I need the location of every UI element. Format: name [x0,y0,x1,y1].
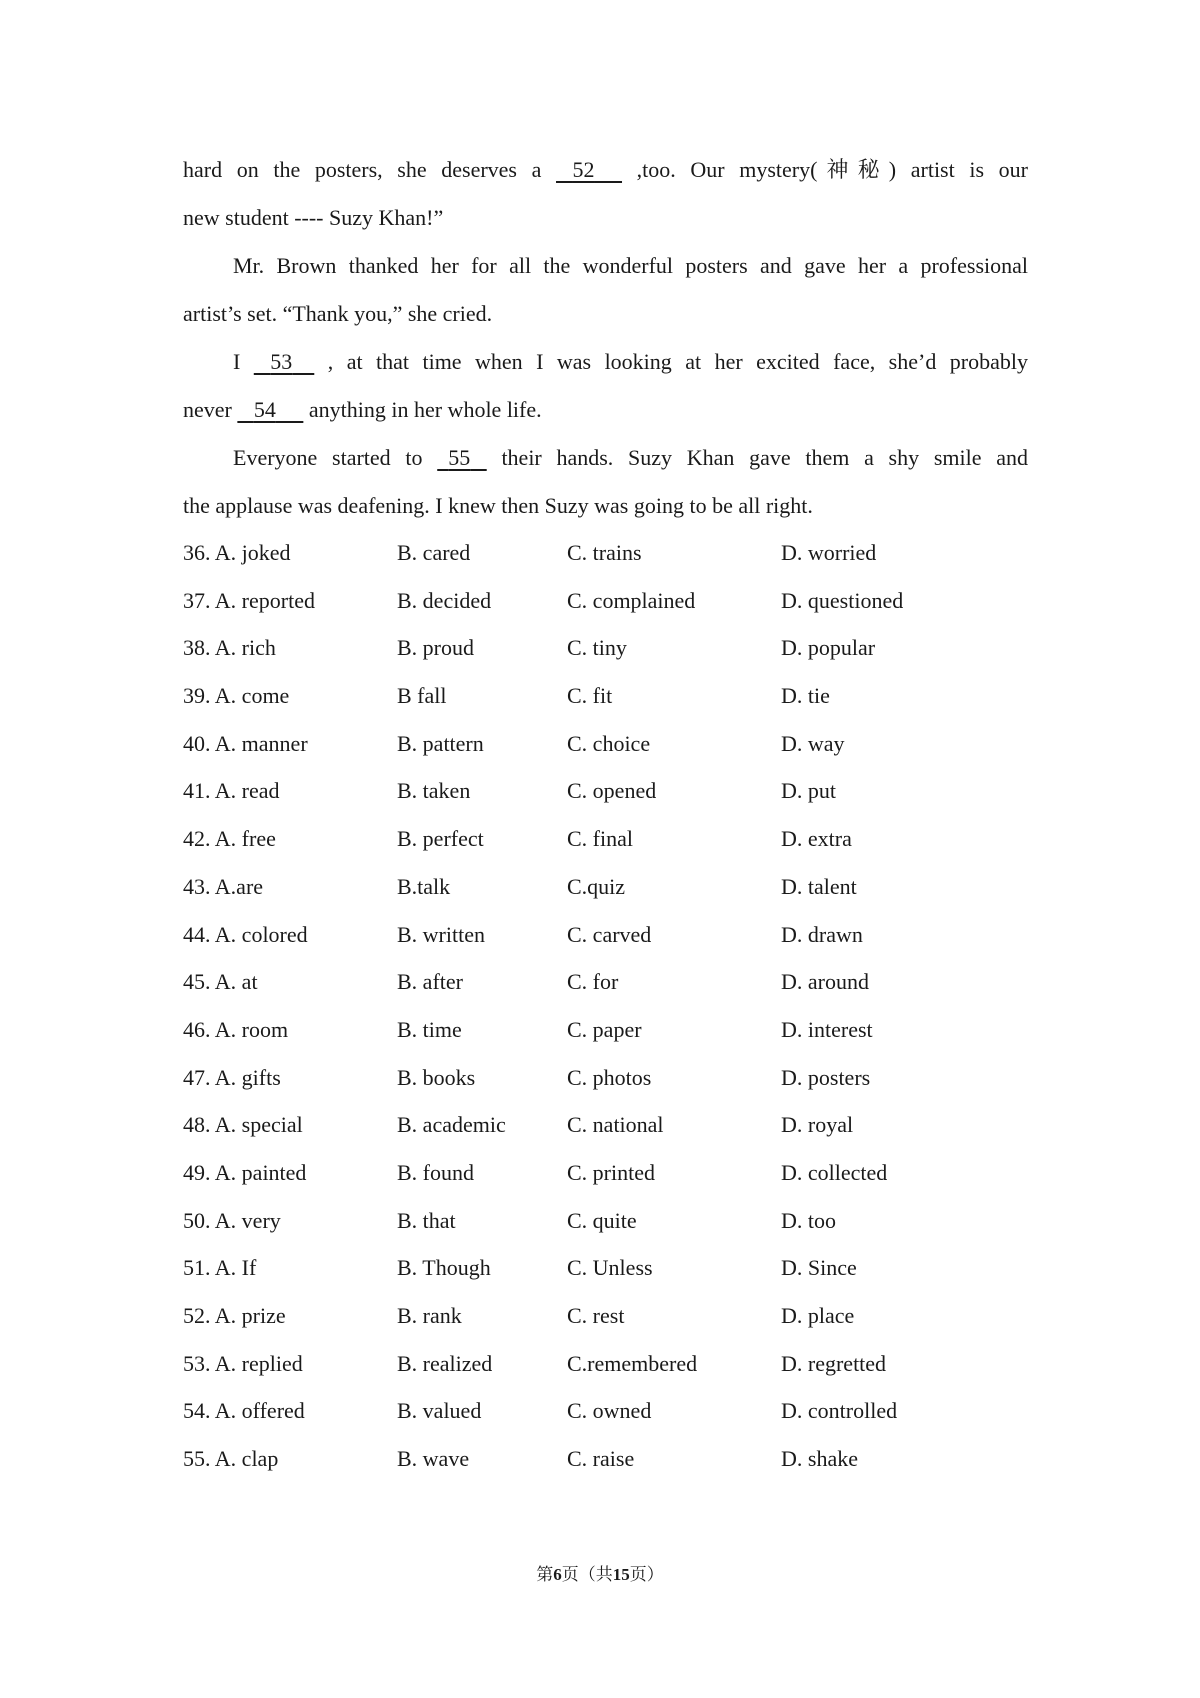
passage-line: the applause was deafening. I knew then Suzy was going to be all right. [183,493,813,518]
page-number: 6 [553,1565,562,1584]
option-b: B. that [397,1207,456,1233]
option-a: 45. A. at [183,969,258,995]
option-c: C. raise [567,1446,635,1472]
passage-text: ,too. Our mystery(神秘) artist is our [622,157,1028,182]
option-a: 52. A. prize [183,1303,286,1328]
option-c: C. final [567,826,633,852]
option-c: C. opened [567,778,657,804]
option-b: B. books [397,1064,476,1090]
option-a: 55. A. clap [183,1446,279,1472]
option-row [183,958,1028,1006]
option-c: C.quiz [567,873,626,899]
option-c: C. trains [567,540,642,565]
option-a: 39. A. come [183,683,290,709]
option-row [183,1435,1028,1483]
option-row [183,1244,1028,1292]
option-a: 38. A. rich [183,635,276,661]
option-row [183,1149,1028,1197]
blank-52: 52 [572,157,595,182]
option-a: 50. A. very [183,1207,281,1233]
option-b: B. perfect [397,826,484,852]
option-a: 36. A. joked [183,540,291,565]
option-a: 41. A. read [183,778,280,804]
option-b: B. cared [397,540,471,565]
option-b: B fall [397,683,447,709]
option-b: B. wave [397,1446,470,1472]
option-a: 44. A. colored [183,921,308,947]
option-a: 54. A. offered [183,1398,305,1424]
passage-line: new student ---- Suzy Khan!” [183,205,444,230]
option-row [183,863,1028,911]
blank-55: 55 [448,445,471,470]
option-d: D. shake [781,1446,858,1472]
option-b: B. valued [397,1398,482,1424]
passage-line [183,434,1028,482]
option-d: D. royal [781,1112,854,1138]
blank-54: 54 [253,397,276,422]
option-b: B. decided [397,587,492,613]
passage-text: anything in her whole life. [303,397,542,422]
option-c: C. complained [567,587,696,613]
option-d: D. extra [781,826,852,852]
option-row [183,767,1028,815]
option-b: B. found [397,1159,474,1185]
option-c: C. for [567,969,619,995]
passage-line: Mr. Brown thanked her for all the wonderful posters and gave her a professional [233,253,1028,278]
option-d: D. drawn [781,921,863,947]
option-row [183,1101,1028,1149]
option-d: D. place [781,1303,855,1328]
option-d: D. controlled [781,1398,898,1424]
passage-text: never [183,397,238,422]
option-d: D. talent [781,873,857,899]
option-d: D. around [781,969,869,995]
option-row [183,1292,1028,1340]
passage-text: hard on the posters, she deserves a [183,157,557,182]
option-row [183,624,1028,672]
option-c: C. paper [567,1016,642,1042]
passage-text: , at that time when I was looking at her excited face, she’d probably [314,349,1028,374]
passage-line: artist’s set. “Thank you,” she cried. [183,301,493,326]
option-d: D. posters [781,1064,871,1090]
option-a: 46. A. room [183,1016,289,1042]
passage-text: I [233,349,254,374]
option-d: D. regretted [781,1350,887,1376]
passage-text: their hands. Suzy Khan gave them a shy smile and [486,445,1028,470]
option-c: C. owned [567,1398,652,1424]
option-b: B. pattern [397,730,484,756]
option-b: B. Though [397,1255,491,1281]
option-a: 37. A. reported [183,587,315,613]
option-c: C. rest [567,1303,625,1328]
option-c: C. national [567,1112,664,1138]
option-c: C. choice [567,730,651,756]
option-d: D. worried [781,540,877,565]
option-b: B. academic [397,1112,506,1138]
option-d: D. questioned [781,587,904,613]
option-row [183,672,1028,720]
option-a: 43. A.are [183,873,264,899]
passage-line [183,146,1028,194]
option-d: D. collected [781,1159,888,1185]
option-row [183,1006,1028,1054]
passage-line [183,386,1028,434]
option-row [183,577,1028,625]
option-c: C. photos [567,1064,652,1090]
option-a: 53. A. replied [183,1350,303,1376]
option-c: C. quite [567,1207,637,1233]
option-d: D. way [781,730,845,756]
option-c: C. Unless [567,1255,653,1281]
page-total: 15 [612,1565,630,1584]
option-b: B.talk [397,873,451,899]
option-row [183,1054,1028,1102]
option-c: C. carved [567,921,652,947]
page-footer: 第6页（共15页） [536,1565,664,1584]
option-row [183,720,1028,768]
option-row [183,1197,1028,1245]
option-a: 40. A. manner [183,730,308,756]
option-b: B. time [397,1016,462,1042]
option-b: B. taken [397,778,471,804]
option-a: 48. A. special [183,1112,303,1138]
option-row [183,1387,1028,1435]
option-d: D. Since [781,1255,857,1281]
option-d: D. interest [781,1016,873,1042]
option-d: D. popular [781,635,876,661]
answer-options [183,529,1028,1483]
option-a: 42. A. free [183,826,276,852]
option-d: D. tie [781,683,830,709]
option-row [183,529,1028,577]
option-d: D. put [781,778,836,804]
option-b: B. realized [397,1350,493,1376]
option-row [183,911,1028,959]
passage-line [183,338,1028,386]
option-b: B. rank [397,1303,462,1328]
option-b: B. after [397,969,463,995]
passage-text: Everyone started to [233,445,438,470]
blank-53: 53 [270,349,293,374]
option-row [183,1340,1028,1388]
option-a: 51. A. If [183,1255,257,1281]
option-a: 47. A. gifts [183,1064,281,1090]
option-c: C. tiny [567,635,627,661]
passage [183,146,1028,530]
option-c: C. printed [567,1159,655,1185]
option-b: B. written [397,921,485,947]
option-row [183,815,1028,863]
option-b: B. proud [397,635,474,661]
option-d: D. too [781,1207,836,1233]
option-c: C.remembered [567,1350,698,1376]
option-c: C. fit [567,683,613,709]
option-a: 49. A. painted [183,1159,307,1185]
